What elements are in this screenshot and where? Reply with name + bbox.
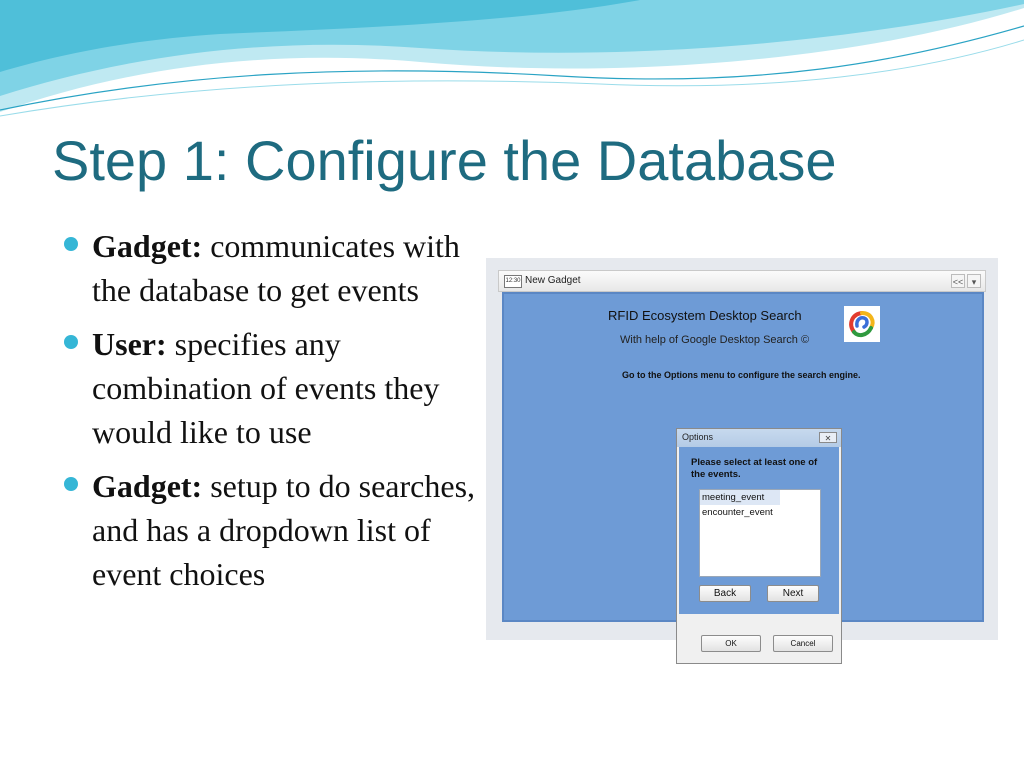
- bullet-dot-icon: [64, 477, 78, 491]
- options-titlebar: [677, 429, 841, 447]
- bullet-dot-icon: [64, 237, 78, 251]
- gadget-titlebar: [498, 270, 986, 292]
- bullet-term: Gadget:: [92, 228, 203, 264]
- options-dialog: [676, 428, 842, 664]
- clock-icon: 12:30: [504, 275, 522, 288]
- bullet-term: User:: [92, 326, 167, 362]
- next-button[interactable]: Next: [767, 585, 819, 602]
- bullet-list: [62, 224, 482, 606]
- slide-title: Step 1: Configure the Database: [52, 129, 837, 192]
- bullet-dot-icon: [64, 335, 78, 349]
- ok-button[interactable]: OK: [701, 635, 761, 652]
- event-option-encounter[interactable]: encounter_event: [702, 507, 773, 518]
- bullet-item: [62, 322, 482, 454]
- gadget-menu-button[interactable]: ▾: [967, 274, 981, 288]
- options-prompt: Please select at least one of the events.: [691, 457, 818, 480]
- bullet-text: setup to do searches, and has a dropdown list of event choices: [92, 468, 476, 592]
- app-title: RFID Ecosystem Desktop Search: [608, 308, 802, 323]
- gadget-screenshot: [486, 258, 998, 648]
- header-wave-decoration: [0, 0, 1024, 120]
- bullet-term: Gadget:: [92, 468, 203, 504]
- bullet-text: specifies any combination of events they would like to use: [92, 326, 440, 450]
- close-icon[interactable]: ✕: [819, 432, 837, 443]
- options-title: Options: [682, 432, 714, 442]
- collapse-button[interactable]: <<: [951, 274, 965, 288]
- app-subtitle: With help of Google Desktop Search ©: [620, 334, 810, 346]
- gadget-window-title: New Gadget: [525, 275, 581, 286]
- bullet-item: [62, 464, 482, 596]
- bullet-item: [62, 224, 482, 312]
- back-button[interactable]: Back: [699, 585, 751, 602]
- app-instruction: Go to the Options menu to configure the search engine.: [622, 370, 861, 380]
- google-desktop-logo-icon: [844, 306, 880, 342]
- event-option-meeting[interactable]: meeting_event: [700, 490, 780, 505]
- bullet-text: communicates with the database to get events: [92, 228, 460, 308]
- gadget-body: [502, 292, 984, 648]
- event-listbox[interactable]: [699, 489, 821, 577]
- cancel-button[interactable]: Cancel: [773, 635, 833, 652]
